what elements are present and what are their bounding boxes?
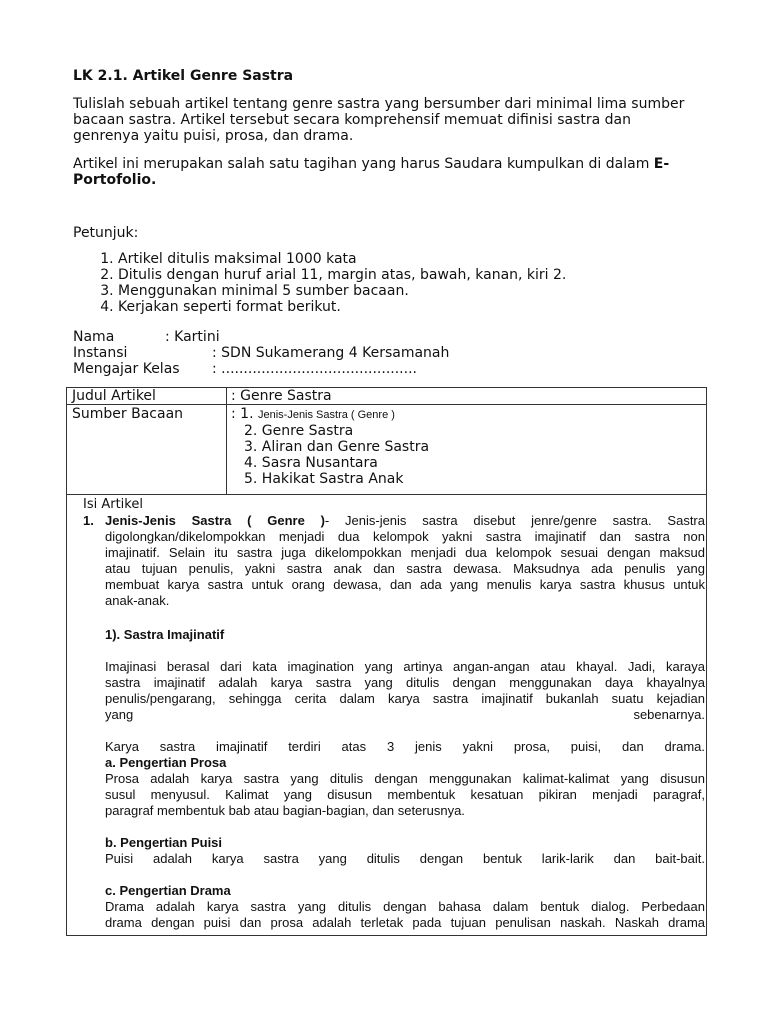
list-item: 2. Ditulis dengan huruf arial 11, margin atas, bawah, kanan, kiri 2.	[118, 267, 566, 283]
body-line: Puisi adalah karya sastra yang ditulis dengan bentuk larik-larik dan bait-bait.	[105, 851, 705, 866]
instansi-value: : SDN Sukamerang 4 Kersamanah	[212, 345, 450, 361]
instansi-label: Instansi	[73, 345, 128, 361]
drama-paragraph	[105, 883, 705, 931]
body-line: imajinatif. Selain itu sastra juga dikelompokkan menjadi dua kelompok sesuai dengan maksud	[105, 545, 705, 560]
sumber-item: 5. Hakikat Sastra Anak	[244, 471, 404, 487]
eportfolio-label: E-	[653, 156, 670, 172]
body-line: Prosa adalah karya sastra yang ditulis dengan menggunakan kalimat-kalimat yang disusun	[105, 771, 705, 786]
subsection-heading: b. Pengertian Puisi	[105, 835, 223, 850]
karya-paragraph	[105, 739, 705, 819]
sumber-item: Jenis-Jenis Sastra ( Genre )	[257, 409, 395, 421]
body-line: paragraf membentuk bab atau bagian-bagian, dan seterusnya.	[105, 803, 465, 818]
imajinatif-paragraph	[105, 659, 705, 723]
body-line: - Jenis-jenis sastra disebut jenre/genre sastra. Sastra	[324, 513, 705, 528]
petunjuk-list	[73, 251, 566, 315]
subsection-heading: c. Pengertian Drama	[105, 883, 231, 898]
sumber-list	[227, 405, 707, 495]
section-number: 1.	[83, 513, 94, 528]
table-row	[67, 388, 707, 405]
subsection-heading: a. Pengertian Prosa	[105, 755, 227, 770]
body-line: digolongkan/dikelompokkan menjadi dua kelompok yakni sastra imajinatif dan sastra non	[105, 529, 705, 544]
sumber-item: 3. Aliran dan Genre Sastra	[244, 439, 430, 455]
intro-line: Tulislah sebuah artikel tentang genre sastra yang bersumber dari minimal lima sumber	[73, 96, 685, 112]
intro-text: Artikel ini merupakan salah satu tagihan yang harus Saudara kumpulkan di dalam	[73, 156, 654, 172]
subsection-heading: 1). Sastra Imajinatif	[105, 627, 225, 642]
nama-label: Nama	[73, 329, 115, 345]
list-item: 3. Menggunakan minimal 5 sumber bacaan.	[118, 283, 566, 299]
body-line: anak-anak.	[105, 593, 170, 608]
document-title: LK 2.1. Artikel Genre Sastra	[73, 68, 294, 84]
kelas-value: : ............................................	[212, 361, 417, 377]
puisi-paragraph	[105, 835, 705, 867]
sumber-item: 4. Sasra Nusantara	[244, 455, 378, 471]
intro-paragraph-eportfolio	[73, 156, 693, 188]
list-item: 1. Artikel ditulis maksimal 1000 kata	[118, 251, 566, 267]
list-item: 4. Kerjakan seperti format berikut.	[118, 299, 566, 315]
sumber-prefix: : 1.	[231, 406, 258, 422]
section-heading: Jenis-Jenis Sastra ( Genre )	[105, 513, 325, 528]
table-row	[67, 495, 707, 936]
judul-label: Judul Artikel	[67, 388, 227, 405]
body-line: Karya sastra imajinatif terdiri atas 3 jenis yakni prosa, puisi, dan drama.	[105, 739, 705, 754]
eportfolio-label-cont: Portofolio.	[73, 172, 157, 188]
body-line: membuat karya sastra untuk orang dewasa, dan ada yang menulis karya sastra khusus untuk	[105, 577, 705, 592]
table-row	[67, 405, 707, 495]
judul-value: : Genre Sastra	[227, 388, 707, 405]
body-word: sebenarnya.	[633, 707, 705, 722]
body-line: sastra imajinatif adalah karya sastra yang ditulis dengan menggunakan daya khayalnya	[105, 675, 705, 690]
intro-paragraph	[73, 96, 684, 144]
body-line: Drama adalah karya sastra yang ditulis dengan bahasa dalam bentuk dialog. Perbedaan	[105, 899, 705, 914]
petunjuk-label: Petunjuk:	[73, 225, 139, 241]
section-1-body	[105, 513, 705, 609]
intro-line: bacaan sastra. Artikel tersebut secara komprehensif memuat difinisi sastra dan	[73, 112, 631, 128]
body-word: yang	[105, 707, 134, 722]
body-line: susul menyusul. Kalimat yang disusun membentuk kesatuan pikiran menjadi paragraf,	[105, 787, 705, 802]
body-line: Imajinasi berasal dari kata imagination yang artinya angan-angan atau khayal. Jadi, karaya	[105, 659, 705, 674]
isi-artikel-cell	[67, 495, 707, 936]
sumber-item: 2. Genre Sastra	[244, 423, 354, 439]
article-table	[66, 387, 707, 936]
body-line: drama dengan puisi dan prosa adalah terletak pada tujuan penulisan naskah. Naskah drama	[105, 915, 705, 930]
sumber-label: Sumber Bacaan	[67, 405, 227, 495]
body-line	[105, 707, 705, 723]
kelas-label: Mengajar Kelas	[73, 361, 180, 377]
nama-value: : Kartini	[165, 329, 220, 345]
body-line: atau tujuan penulis, yakni sastra anak dan sastra dewasa. Maksudnya ada penulis yang	[105, 561, 705, 576]
body-line: penulis/pengarang, sehingga cerita dalam karya sastra imajinatif bukanlah suatu kejadian	[105, 691, 705, 706]
isi-artikel-label: Isi Artikel	[83, 497, 143, 512]
intro-line: genrenya yaitu puisi, prosa, dan drama.	[73, 128, 354, 144]
